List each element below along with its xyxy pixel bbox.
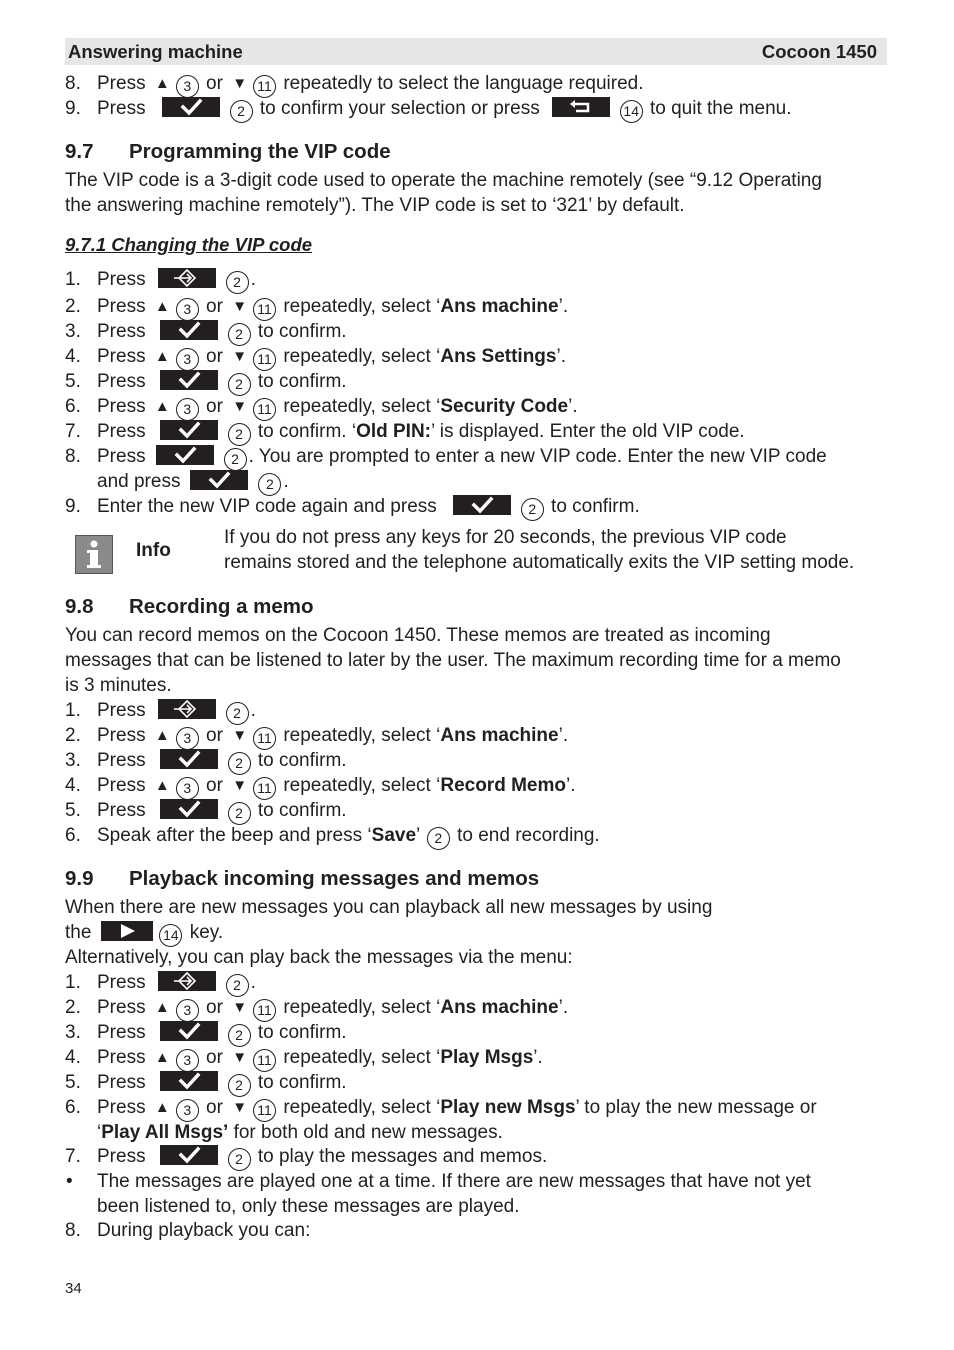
- paragraph-line: messages that can be listened to later by the user. The maximum recording time for a memo: [65, 650, 841, 671]
- paragraph-line: is 3 minutes.: [65, 675, 172, 696]
- subsection-heading-9-7-1: 9.7.1 Changing the VIP code: [65, 234, 313, 255]
- key-number-badge: 11: [253, 1099, 276, 1122]
- list-item: Press 2 to confirm.: [97, 1070, 347, 1097]
- key-number-badge: 3: [176, 727, 199, 750]
- key-number-badge: 2: [226, 702, 249, 725]
- step-number: 1.: [65, 972, 81, 993]
- key-number-badge: 11: [253, 348, 276, 371]
- paragraph-line: Alternatively, you can play back the messages via the menu:: [65, 947, 573, 968]
- paragraph-line: the 14 key.: [65, 920, 223, 947]
- header-section-title: Answering machine: [68, 41, 243, 62]
- key-number-badge: 3: [176, 75, 199, 98]
- bullet: •: [66, 1171, 73, 1192]
- paragraph-line: When there are new messages you can playback all new messages by using: [65, 897, 713, 918]
- list-item: Press 2 .: [97, 698, 256, 725]
- list-item-continuation: and press 2 .: [97, 469, 289, 496]
- key-number-badge: 14: [159, 924, 182, 947]
- key-number-badge: 11: [253, 999, 276, 1022]
- checkmark-key-icon: [160, 420, 218, 440]
- menu-key-icon: [158, 268, 216, 288]
- list-item: Press ▲ 3 or ▼ 11 repeatedly, select ‘Record Memo’.: [97, 773, 575, 800]
- checkmark-key-icon: [160, 1145, 218, 1165]
- key-number-badge: 11: [253, 727, 276, 750]
- up-arrow-icon: ▲: [154, 348, 170, 365]
- menu-key-icon: [158, 971, 216, 991]
- key-number-badge: 2: [224, 448, 247, 471]
- list-item: Press ▲ 3 or ▼ 11 repeatedly, select ‘Security Code’.: [97, 394, 578, 421]
- list-item: Press ▲ 3 or ▼ 11 repeatedly to select the language required.: [97, 71, 644, 98]
- key-number-badge: 3: [176, 298, 199, 321]
- key-number-badge: 11: [253, 398, 276, 421]
- step-number: 3.: [65, 321, 81, 342]
- key-number-badge: 2: [228, 1148, 251, 1171]
- down-arrow-icon: ▼: [232, 75, 248, 92]
- up-arrow-icon: ▲: [154, 398, 170, 415]
- step-number: 6.: [65, 1097, 81, 1118]
- step-number: 2.: [65, 296, 81, 317]
- down-arrow-icon: ▼: [232, 1099, 248, 1116]
- step-number: 8.: [65, 446, 81, 467]
- section-heading-9-8: 9.8 Recording a memo: [65, 595, 314, 618]
- bullet-item: The messages are played one at a time. If there are new messages that have not yet: [97, 1171, 811, 1192]
- down-arrow-icon: ▼: [232, 348, 248, 365]
- key-number-badge: 2: [228, 1074, 251, 1097]
- paragraph-line: the answering machine remotely”). The VIP code is set to ‘321’ by default.: [65, 195, 685, 216]
- step-number: 6.: [65, 825, 81, 846]
- info-text-line: remains stored and the telephone automatically exits the VIP setting mode.: [224, 552, 855, 573]
- step-number: 2.: [65, 725, 81, 746]
- key-number-badge: 2: [427, 827, 450, 850]
- page-header: [65, 38, 887, 65]
- checkmark-key-icon: [160, 1021, 218, 1041]
- list-item: Press 2 .: [97, 267, 256, 294]
- step-number: 1.: [65, 269, 81, 290]
- up-arrow-icon: ▲: [154, 298, 170, 315]
- list-item: Press ▲ 3 or ▼ 11 repeatedly, select ‘Ans machine’.: [97, 294, 568, 321]
- key-number-badge: 3: [176, 777, 199, 800]
- key-number-badge: 2: [226, 974, 249, 997]
- step-number: 7.: [65, 421, 81, 442]
- step-number: 6.: [65, 396, 81, 417]
- key-number-badge: 2: [228, 752, 251, 775]
- list-item: Press ▲ 3 or ▼ 11 repeatedly, select ‘Play new Msgs’ to play the new message or: [97, 1095, 817, 1122]
- down-arrow-icon: ▼: [232, 727, 248, 744]
- key-number-badge: 2: [228, 323, 251, 346]
- menu-key-icon: [158, 699, 216, 719]
- header-product-name: Cocoon 1450: [761, 41, 877, 62]
- down-arrow-icon: ▼: [232, 777, 248, 794]
- list-item: Press 2 to confirm.: [97, 369, 347, 396]
- up-arrow-icon: ▲: [154, 1099, 170, 1116]
- step-number: 9.: [65, 496, 81, 517]
- key-number-badge: 2: [226, 271, 249, 294]
- list-item: Press ▲ 3 or ▼ 11 repeatedly, select ‘Ans Settings’.: [97, 344, 566, 371]
- key-number-badge: 11: [253, 1049, 276, 1072]
- up-arrow-icon: ▲: [154, 727, 170, 744]
- step-number: 3.: [65, 1022, 81, 1043]
- info-icon: [75, 535, 113, 574]
- step-number: 8.: [65, 1220, 81, 1241]
- checkmark-key-icon: [156, 445, 214, 465]
- play-key-icon: [101, 921, 153, 941]
- checkmark-key-icon: [162, 97, 220, 117]
- paragraph-line: You can record memos on the Cocoon 1450. These memos are treated as incoming: [65, 625, 771, 646]
- info-label: Info: [136, 540, 171, 561]
- step-number: 1.: [65, 700, 81, 721]
- list-item: Press ▲ 3 or ▼ 11 repeatedly, select ‘Ans machine’.: [97, 723, 568, 750]
- down-arrow-icon: ▼: [232, 1049, 248, 1066]
- list-item: Speak after the beep and press ‘Save’ 2 to end recording.: [97, 823, 600, 850]
- list-item: Press 2 to confirm.: [97, 748, 347, 775]
- step-number: 4.: [65, 346, 81, 367]
- down-arrow-icon: ▼: [232, 398, 248, 415]
- step-number: 9.: [65, 98, 81, 119]
- key-number-badge: 11: [253, 75, 276, 98]
- list-item: Press 2 to confirm.: [97, 798, 347, 825]
- step-number: 5.: [65, 800, 81, 821]
- list-item: Press ▲ 3 or ▼ 11 repeatedly, select ‘Ans machine’.: [97, 995, 568, 1022]
- info-text-line: If you do not press any keys for 20 seconds, the previous VIP code: [224, 527, 787, 548]
- checkmark-key-icon: [190, 470, 248, 490]
- checkmark-key-icon: [160, 320, 218, 340]
- key-number-badge: 2: [228, 1024, 251, 1047]
- step-number: 5.: [65, 371, 81, 392]
- key-number-badge: 2: [228, 373, 251, 396]
- section-heading-9-7: 9.7 Programming the VIP code: [65, 140, 391, 163]
- checkmark-key-icon: [160, 1071, 218, 1091]
- list-item: Press 2 to confirm.: [97, 319, 347, 346]
- key-number-badge: 14: [620, 100, 643, 123]
- list-item: Enter the new VIP code again and press 2 to confirm.: [97, 494, 640, 521]
- list-item: Press 2 . You are prompted to enter a new VIP code. Enter the new VIP code: [97, 444, 827, 471]
- key-number-badge: 11: [253, 298, 276, 321]
- list-item: During playback you can:: [97, 1220, 311, 1241]
- section-heading-9-9: 9.9 Playback incoming messages and memos: [65, 867, 540, 890]
- key-number-badge: 2: [521, 498, 544, 521]
- list-item: Press 2 to play the messages and memos.: [97, 1144, 547, 1171]
- page-number: 34: [65, 1280, 82, 1297]
- list-item: Press 2 to confirm. ‘Old PIN:’ is displayed. Enter the old VIP code.: [97, 419, 745, 446]
- bullet-item-continuation: been listened to, only these messages are played.: [97, 1196, 520, 1217]
- key-number-badge: 2: [228, 802, 251, 825]
- key-number-badge: 2: [230, 100, 253, 123]
- list-item: Press ▲ 3 or ▼ 11 repeatedly, select ‘Play Msgs’.: [97, 1045, 543, 1072]
- step-number: 2.: [65, 997, 81, 1018]
- up-arrow-icon: ▲: [154, 777, 170, 794]
- checkmark-key-icon: [160, 799, 218, 819]
- back-key-icon: [552, 97, 610, 117]
- key-number-badge: 11: [253, 777, 276, 800]
- list-item: Press 2 to confirm your selection or press 14 to quit the menu.: [97, 96, 792, 123]
- key-number-badge: 3: [176, 1099, 199, 1122]
- key-number-badge: 3: [176, 999, 199, 1022]
- up-arrow-icon: ▲: [154, 999, 170, 1016]
- down-arrow-icon: ▼: [232, 298, 248, 315]
- key-number-badge: 3: [176, 398, 199, 421]
- list-item: Press 2 to confirm.: [97, 1020, 347, 1047]
- checkmark-key-icon: [453, 495, 511, 515]
- step-number: 8.: [65, 73, 81, 94]
- checkmark-key-icon: [160, 370, 218, 390]
- key-number-badge: 2: [228, 423, 251, 446]
- step-number: 4.: [65, 1047, 81, 1068]
- key-number-badge: 2: [258, 473, 281, 496]
- step-number: 5.: [65, 1072, 81, 1093]
- key-number-badge: 3: [176, 348, 199, 371]
- step-number: 4.: [65, 775, 81, 796]
- up-arrow-icon: ▲: [154, 75, 170, 92]
- step-number: 3.: [65, 750, 81, 771]
- list-item: Press 2 .: [97, 970, 256, 997]
- list-item-continuation: ‘Play All Msgs’ for both old and new messages.: [97, 1122, 503, 1143]
- paragraph-line: The VIP code is a 3-digit code used to operate the machine remotely (see “9.12 Operating: [65, 170, 822, 191]
- key-number-badge: 3: [176, 1049, 199, 1072]
- checkmark-key-icon: [160, 749, 218, 769]
- up-arrow-icon: ▲: [154, 1049, 170, 1066]
- step-number: 7.: [65, 1146, 81, 1167]
- down-arrow-icon: ▼: [232, 999, 248, 1016]
